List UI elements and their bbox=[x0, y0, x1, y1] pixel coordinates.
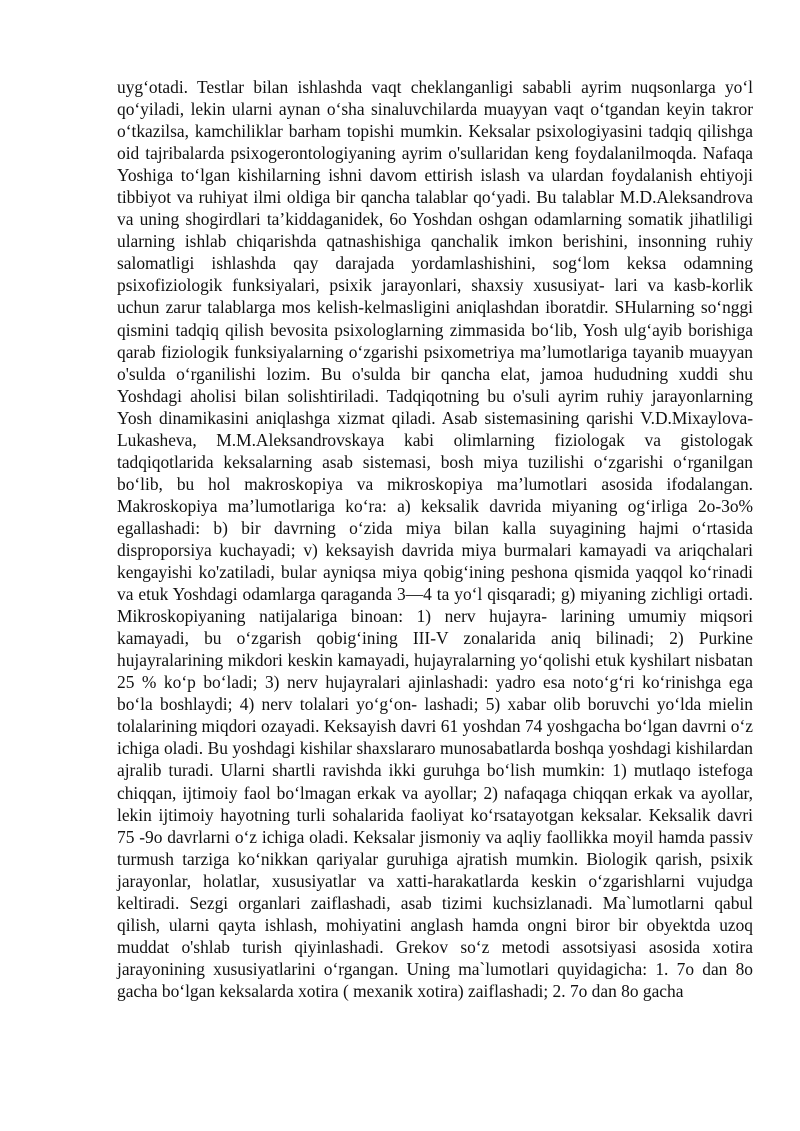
document-page bbox=[117, 76, 753, 1002]
body-paragraph: uyg‘otadi. Testlar bilan ishlashda vaqt cheklanganligi sababli ayrim nuqsonlarga yo‘l qo‘yiladi, lekin ularni aynan o‘sha sinaluvchilarda muayyan vaqt o‘tgandan keyin takror o‘tkazilsa, kamchiliklar barham topishi mumkin. Keksalar psixologiyasini tadqiq qilishga oid tajribalarda psixogerontologiyaning ayrim o'sullaridan keng foydalanilmoqda. Nafaqa Yoshiga to‘lgan kishilarning ishni davom ettirish islash va ulardan foydalanish ehtiyoji tibbiyot va ruhiyat ilmi oldiga bir qancha talablar qo‘yadi. Bu talablar M.D.Aleksandrova va uning shogirdlari ta’kiddaganidek, 6o Yoshdan oshgan odamlarning somatik jihatliligi ularning ishlab chiqarishda qatnashishiga qanchalik imkon berishini, insonning ruhiy salomatligi ishlashda qay darajada yordamlashishini, sog‘lom keksa odamning psixofiziologik funksiyalari, psixik jarayonlari, shaxsiy xususiyat- lari va kasb-korlik uchun zarur talablarga mos kelish-kelmasligini aniqlashdan iboratdir. SHularning so‘nggi qismini tadqiq qilish bevosita psixologlarning zimmasida bo‘lib, Yosh ulg‘ayib borishiga qarab fiziologik funksiyalarning o‘zgarishi psixometriya ma’lumotlariga tayanib muayyan o'sulda o‘rganilishi lozim. Bu o'sulda bir qancha elat, jamoa hududning xuddi shu Yoshdagi aholisi bilan solishtiriladi. Tadqiqotning bu o'suli ayrim ruhiy jarayonlarning Yosh dinamikasini aniqlashga xizmat qiladi. Asab sistemasining qarishi V.D.Mixaylova-Lukasheva, M.M.Aleksandrovskaya kabi olimlarning fiziologak va gistologak tadqiqotlarida keksalarning asab sistemasi, bosh miya tuzilishi o‘zgarishi o‘rganilgan bo‘lib, bu hol makroskopiya va mikroskopiya ma’lumotlari asosida ifodalangan. Makroskopiya ma’lumotlariga ko‘ra: a) keksalik davrida miyaning og‘irliga 2o-3o% egallashadi: b) bir davrning o‘zida miya bilan kalla suyagining hajmi o‘rtasida disproporsiya kuchayadi; v) keksayish davrida miya burmalari kamayadi va ariqchalari kengayishi ko'zatiladi, bular ayniqsa miya qobig‘ining peshona qismida yaqqol ko‘rinadi va etuk Yoshdagi odamlarga qaraganda 3—4 ta yo‘l qisqaradi; g) miyaning zichligi ortadi. Mikroskopiyaning natijalariga binoan: 1) nerv hujayra- larining umumiy miqsori kamayadi, bu o‘zgarish qobig‘ining III-V zonalarida aniq bilinadi; 2) Purkine hujayralarining mikdori keskin kamayadi, hujayralarning yo‘qolishi etuk kyshilart nisbatan 25 % ko‘p bo‘ladi; 3) nerv hujayralari ajinlashadi: yadro esa noto‘g‘ri ko‘rinishga ega bo‘la boshlaydi; 4) nerv tolalari yo‘g‘on- lashadi; 5) xabar olib boruvchi yo‘lda mielin tolalarining miqdori ozayadi. Keksayish davri 61 yoshdan 74 yoshgacha bo‘lgan davrni o‘z ichiga oladi. Bu yoshdagi kishilar shaxslararo munosabatlarda boshqa yoshdagi kishilardan ajralib turadi. Ularni shartli ravishda ikki guruhga bo‘lish mumkin: 1) mutlaqo istefoga chiqqan, ijtimoiy faol bo‘lmagan erkak va ayollar; 2) nafaqaga chiqqan erkak va ayollar, lekin ijtimoiy hayotning turli sohalarida faoliyat ko‘rsatayotgan keksalar. Keksalik davri 75 -9o davrlarni o‘z ichiga oladi. Keksalar jismoniy va aqliy faollikka moyil hamda passiv turmush tarziga ko‘nikkan qariyalar guruhiga ajratish mumkin. Biologik qarish, psixik jarayonlar, holatlar, xususiyatlar va xatti-harakatlarda keskin o‘zgarishlarni vujudga keltiradi. Sezgi organlari zaiflashadi, asab tizimi kuchsizlanadi. Ma`lumotlarni qabul qilish, ularni qayta ishlash, mohiyatini anglash hamda ongni biror bir obyektda uzoq muddat o'shlab turish qiyinlashadi. Grekov so‘z metodi assotsiyasi asosida xotira jarayonining xususiyatlarini o‘rgangan. Uning ma`lumotlari quyidagicha: 1. 7o dan 8o gacha bo‘lgan keksalarda xotira ( mexanik xotira) zaiflashadi; 2. 7o dan 8o gacha bbox=[117, 77, 753, 1001]
